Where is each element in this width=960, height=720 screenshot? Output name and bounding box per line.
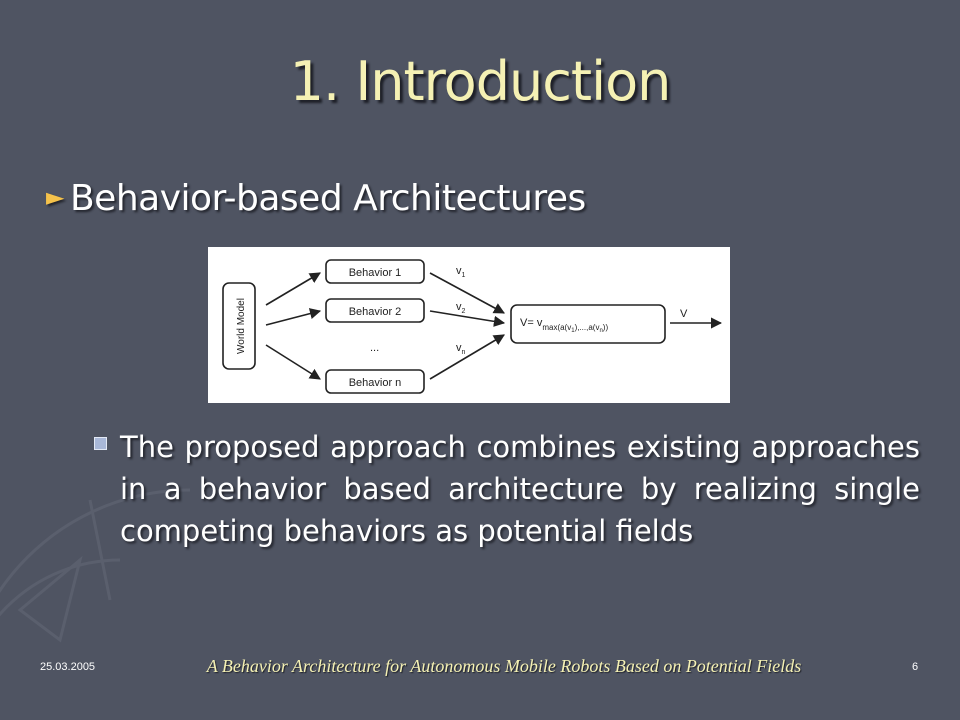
arbiter-formula: $V= v_{max(a(v}1),...,a(vn)$) (520, 317, 609, 334)
sub-bullet (90, 426, 920, 552)
behavior-1-label: Behavior 1 (348, 267, 402, 279)
footer-date: 25.03.2005 (40, 661, 96, 673)
footer-title: A Behavior Architecture for Autonomous Mobile Robots Based on Potential Fields (206, 656, 802, 676)
vn-label: $v_n$ (456, 342, 466, 356)
output-v-label: V (680, 308, 688, 320)
ellipsis-label: ... (370, 342, 380, 354)
behavior-2-label: Behavior 2 (348, 306, 402, 318)
behavior-n-label: Behavior n (348, 377, 402, 389)
bullet-heading (46, 178, 586, 219)
page-number: 6 (912, 661, 919, 673)
behavior-architecture-diagram (208, 247, 730, 403)
bullet-heading-text: Behavior-based Architectures (69, 178, 586, 219)
world-model-label: World Model (236, 298, 247, 354)
v1-label: $v_1$ (456, 265, 466, 279)
square-bullet-icon (94, 437, 107, 450)
triangle-bullet-icon: ► (46, 183, 64, 211)
v2-label: $v_2$ (456, 301, 466, 315)
diagram-svg (208, 247, 730, 403)
sub-bullet-text: The proposed approach combines existing approaches in a behavior based architecture by realizing single competing behaviors as potential fields (120, 430, 920, 548)
slide-title: 1. Introduction (289, 50, 671, 113)
